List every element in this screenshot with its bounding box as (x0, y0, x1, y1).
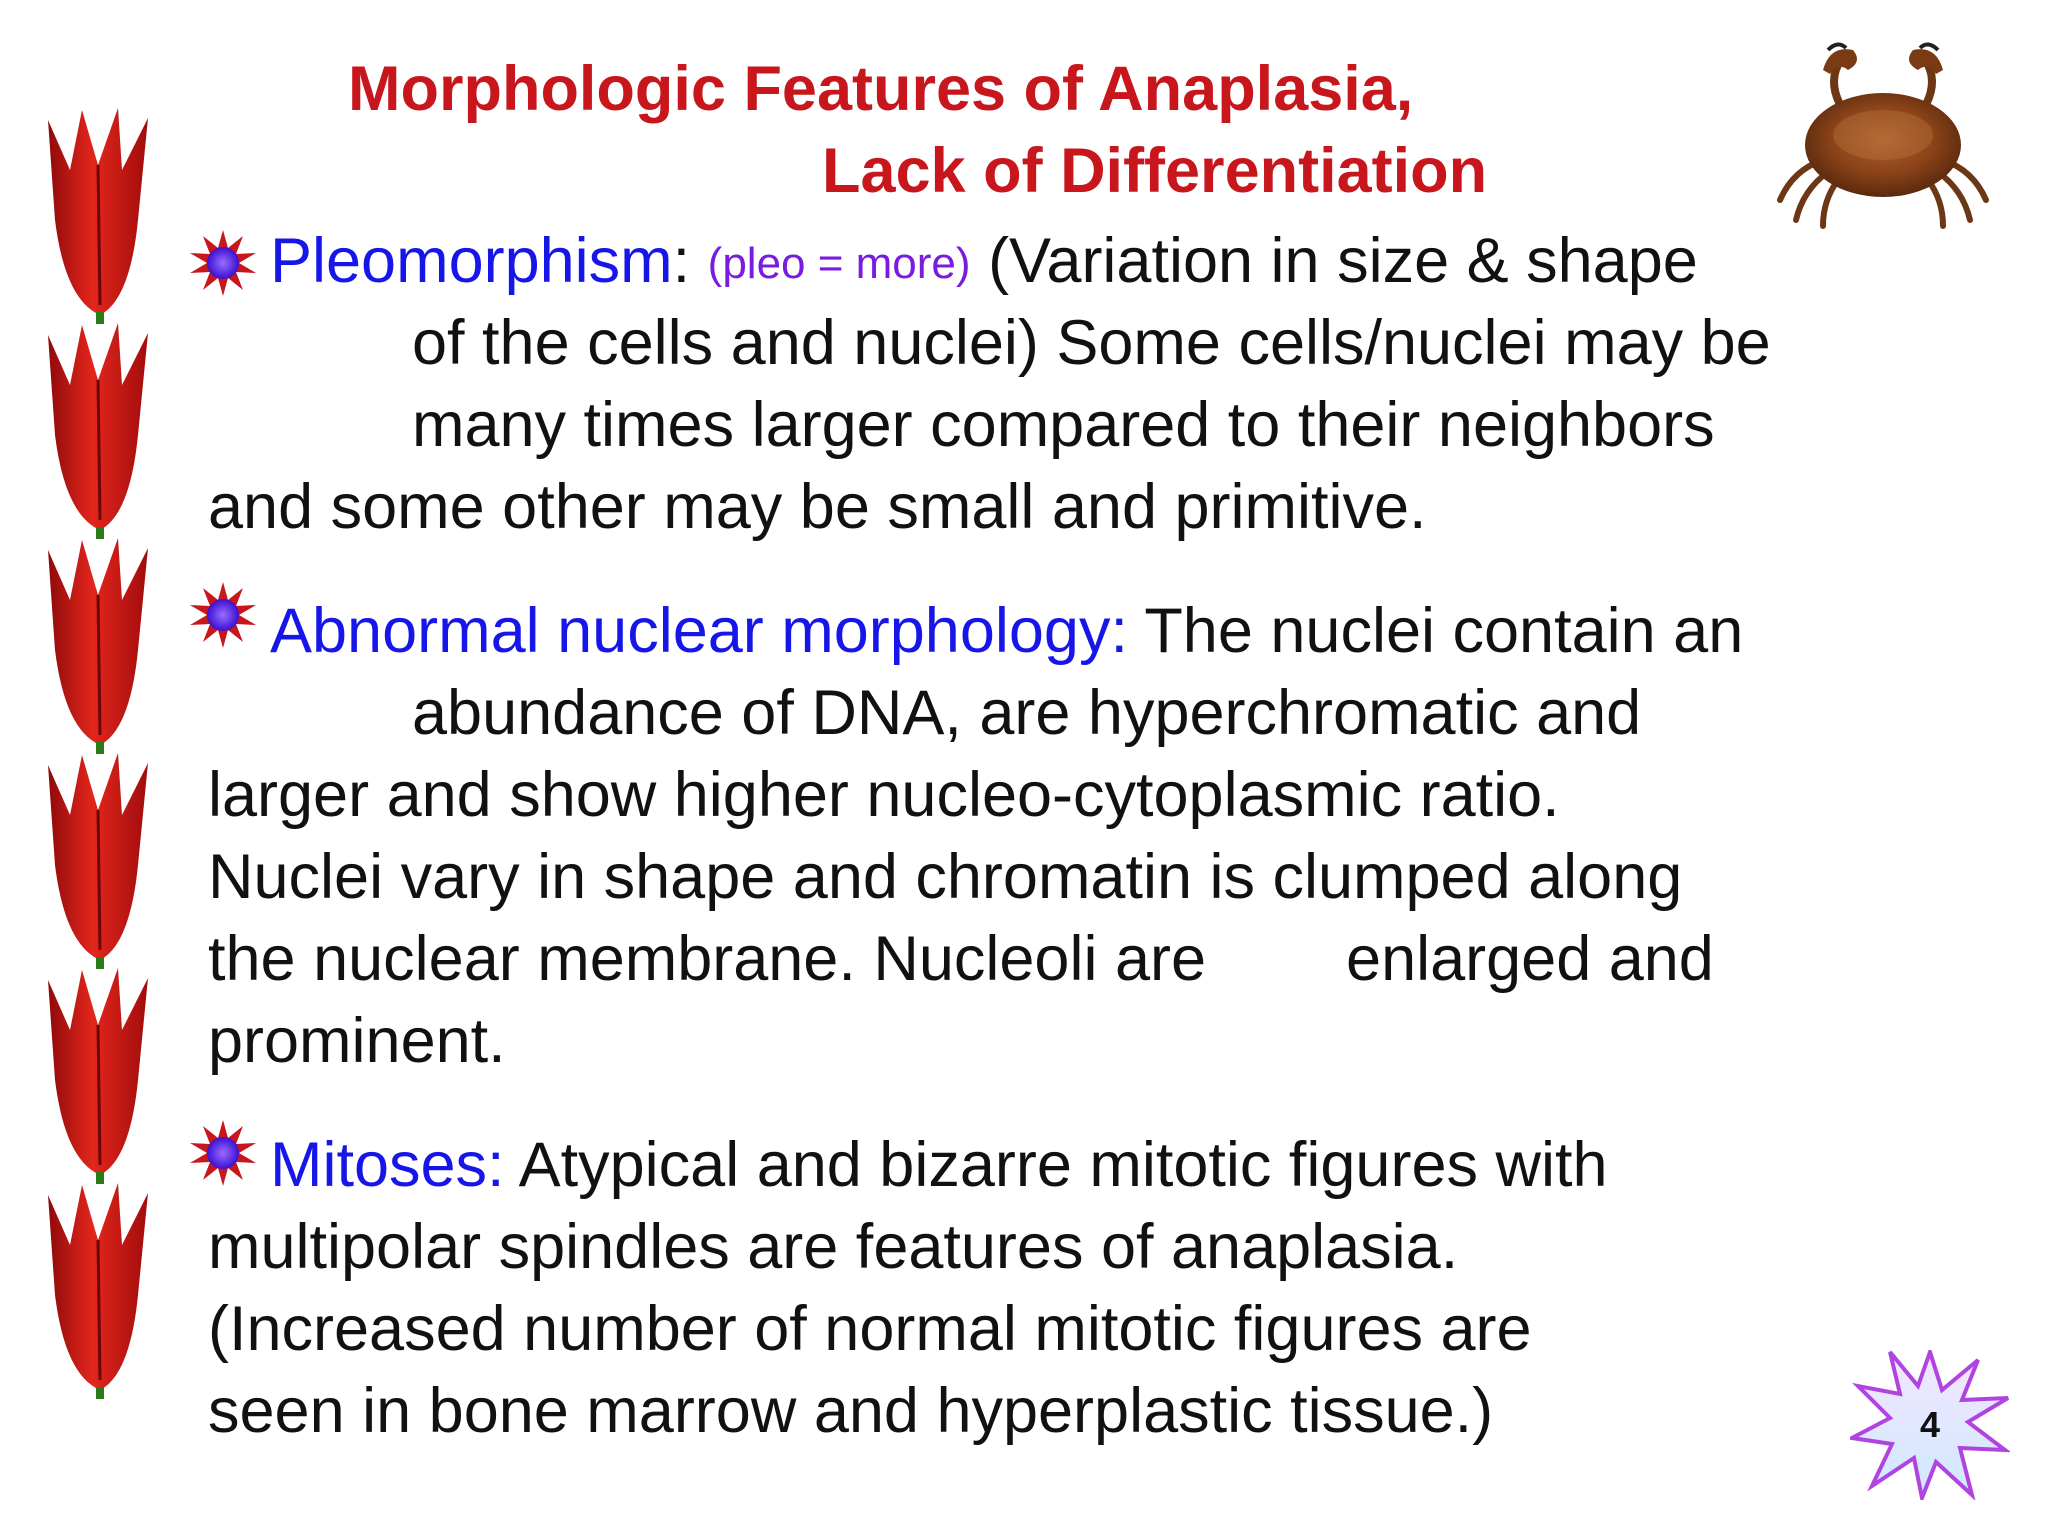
section-3-line-4: seen in bone marrow and hyperplastic tissue.) (208, 1376, 1494, 1446)
page-number: 4 (1919, 1404, 1941, 1445)
section-1-line-2: of the cells and nuclei) Some cells/nuclei may be (412, 308, 1771, 378)
tulip-column (30, 100, 165, 1410)
term-mitoses: Mitoses: (270, 1130, 505, 1200)
term-colon: : (672, 226, 691, 296)
section-1-line-1 (270, 226, 1698, 296)
section-2-line-2: abundance of DNA, are hyperchromatic and (412, 678, 1642, 748)
section-3-line-2: multipolar spindles are features of anaplasia. (208, 1212, 1459, 1282)
term-abnormal-nuclear-morphology: Abnormal nuclear morphology: (270, 596, 1128, 666)
slide-title-line-1: Morphologic Features of Anaplasia, (348, 54, 1414, 124)
section-2-line-4: Nuclei vary in shape and chromatin is clumped along (208, 842, 1683, 912)
section-2-line-1 (270, 596, 1744, 666)
section-2-line-1-rest: The nuclei contain an (1144, 596, 1744, 666)
section-3-line-1 (270, 1130, 1608, 1200)
starburst-bullet-icon (188, 580, 258, 650)
slide-title-line-2: Lack of Differentiation (822, 136, 1488, 206)
pleo-aside: (pleo = more) (707, 239, 971, 288)
section-1-line-1-rest: (Variation in size & shape (988, 226, 1698, 296)
section-2-line-5: the nuclear membrane. Nucleoli are enlarged and (208, 924, 1714, 994)
section-2-line-3: larger and show higher nucleo-cytoplasmic ratio. (208, 760, 1560, 830)
tulip-icon (30, 745, 165, 970)
crab-icon (1768, 40, 1998, 230)
section-1-line-3: many times larger compared to their neighbors (412, 390, 1715, 460)
section-2-line-6: prominent. (208, 1006, 506, 1076)
starburst-bullet-icon (188, 228, 258, 298)
section-3-line-1-rest: Atypical and bizarre mitotic figures with (518, 1130, 1608, 1200)
tulip-icon (30, 315, 165, 540)
starburst-bullet-icon (188, 1118, 258, 1188)
tulip-icon (30, 530, 165, 755)
tulip-icon (30, 1175, 165, 1400)
term-pleomorphism: Pleomorphism (270, 226, 673, 296)
section-3-line-3: (Increased number of normal mitotic figures are (208, 1294, 1532, 1364)
section-1-line-4: and some other may be small and primitive. (208, 472, 1427, 542)
tulip-icon (30, 100, 165, 325)
tulip-icon (30, 960, 165, 1185)
